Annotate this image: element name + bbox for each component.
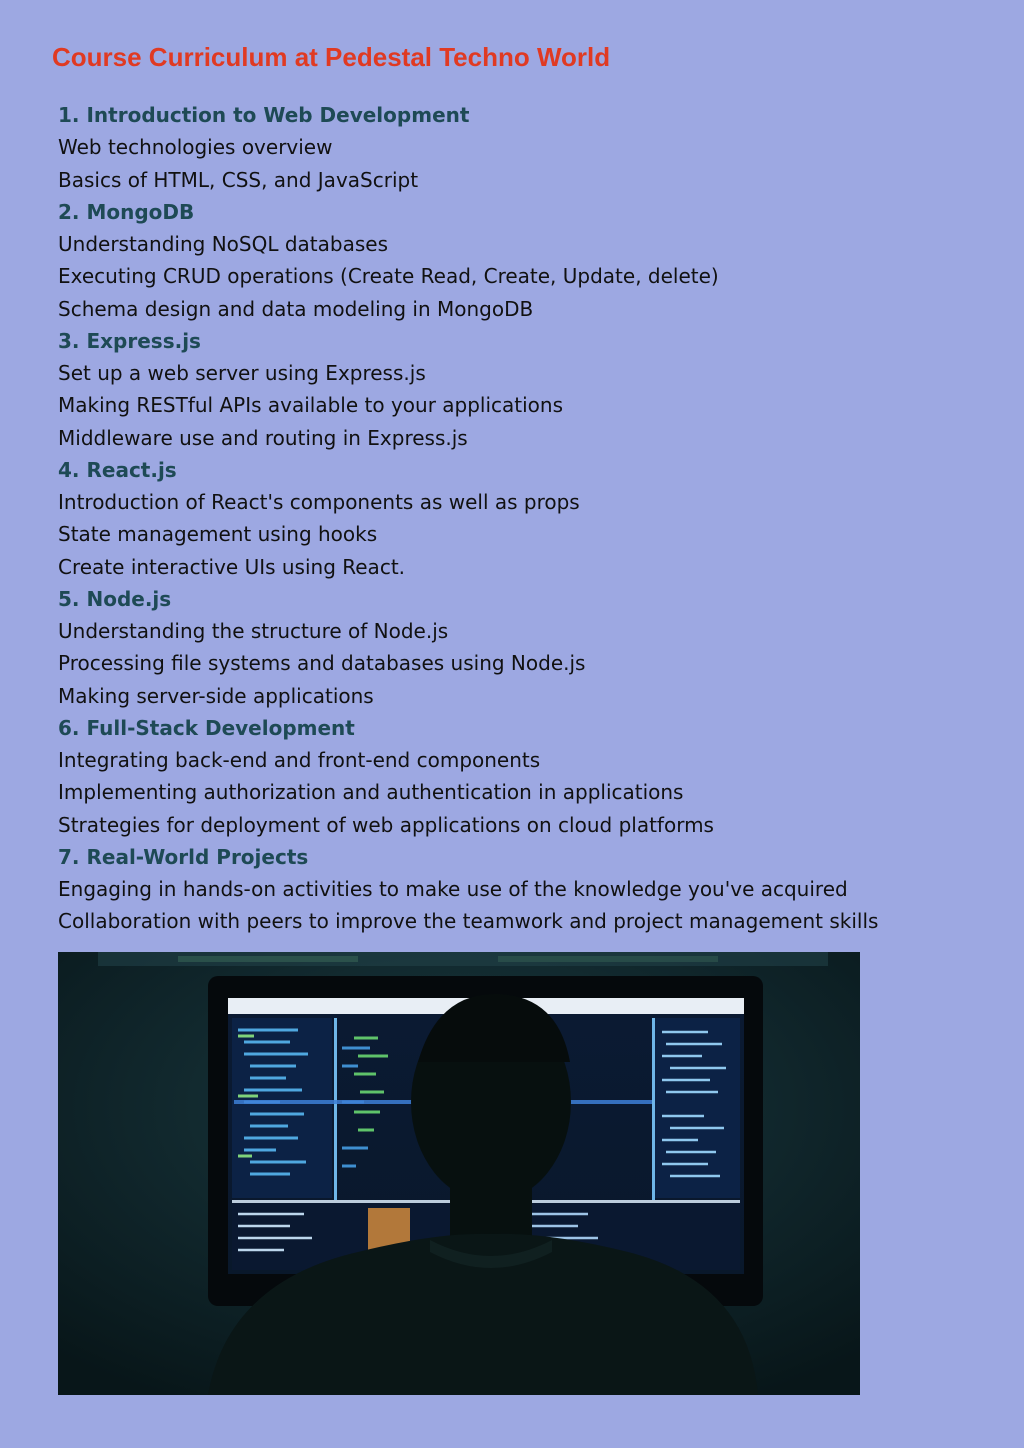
topic-item: Collaboration with peers to improve the teamwork and project management skills bbox=[58, 909, 879, 934]
topic-item: Middleware use and routing in Express.js bbox=[58, 425, 468, 450]
section-heading: 7. Real-World Projects bbox=[58, 844, 309, 869]
section-heading: 5. Node.js bbox=[58, 586, 172, 611]
developer-at-computer-photo bbox=[58, 952, 860, 1395]
topic-item: Web technologies overview bbox=[58, 135, 333, 160]
topic-item: Implementing authorization and authentication in applications bbox=[58, 780, 684, 805]
topic-item: Introduction of React's components as well as props bbox=[58, 490, 580, 514]
topic-item: Engaging in hands-on activities to make use of the knowledge you've acquired bbox=[58, 877, 848, 901]
curriculum-list bbox=[58, 99, 998, 938]
page-title: Course Curriculum at Pedestal Techno World bbox=[52, 42, 611, 72]
section-heading: 6. Full-Stack Development bbox=[58, 715, 355, 740]
section-heading: 2. MongoDB bbox=[58, 199, 195, 224]
topic-item: Executing CRUD operations (Create Read, Create, Update, delete) bbox=[58, 264, 719, 289]
topic-item: Strategies for deployment of web applications on cloud platforms bbox=[58, 812, 714, 837]
section-heading: 1. Introduction to Web Development bbox=[58, 103, 470, 127]
topic-item: Understanding the structure of Node.js bbox=[58, 619, 449, 643]
topic-item: Set up a web server using Express.js bbox=[58, 361, 426, 385]
topic-item: Making RESTful APIs available to your applications bbox=[58, 393, 564, 418]
section-heading: 3. Express.js bbox=[58, 328, 201, 353]
section-heading: 4. React.js bbox=[58, 457, 177, 482]
topic-item: Basics of HTML, CSS, and JavaScript bbox=[58, 167, 419, 192]
topic-item: Schema design and data modeling in MongoDB bbox=[58, 296, 534, 321]
topic-item: Understanding NoSQL databases bbox=[58, 232, 388, 256]
topic-item: State management using hooks bbox=[58, 522, 378, 547]
topic-item: Create interactive UIs using React. bbox=[58, 554, 406, 579]
topic-item: Integrating back-end and front-end components bbox=[58, 748, 541, 772]
topic-item: Processing file systems and databases using Node.js bbox=[58, 651, 586, 676]
topic-item: Making server-side applications bbox=[58, 683, 374, 708]
